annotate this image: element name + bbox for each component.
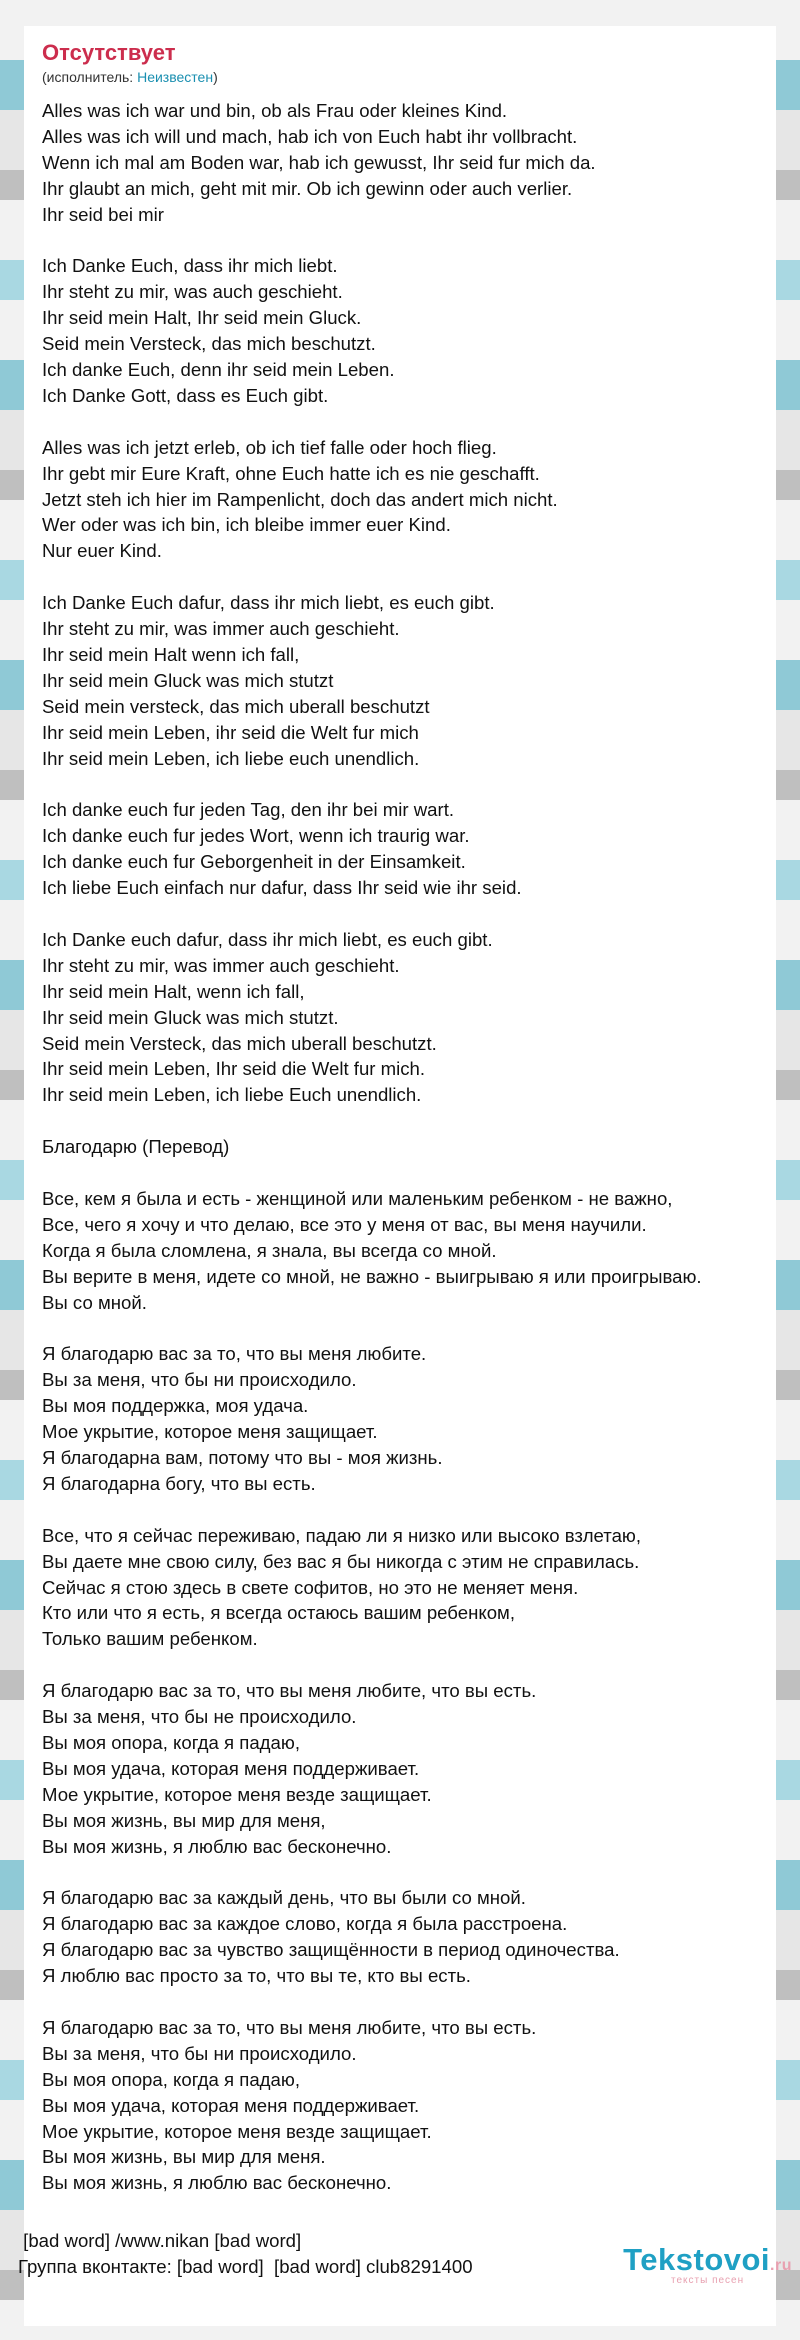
footer-line-1: [bad word] /www.nikan [bad word] [18,2230,302,2251]
lyrics-stanza [42,797,760,901]
lyrics-line: Ihr glaubt an mich, geht mit mir. Ob ich gewinn oder auch verlier. [42,177,573,199]
lyrics-line: Ihr seid mein Leben, ich liebe euch unendlich. [42,747,420,769]
lyrics-line: Wer oder was ich bin, ich bleibe immer euer Kind. [42,514,451,536]
lyrics-line: Мое укрытие, которое меня везде защищает. [42,1783,432,1805]
lyrics-line: Я благодарна вам, потому что вы - моя жизнь. [42,1447,443,1468]
lyrics-line: Кто или что я есть, я всегда остаюсь вашим ребенком, [42,1602,515,1624]
lyrics-page [24,26,776,2326]
artist-link[interactable]: Неизвестен [137,69,214,85]
lyrics-line: Ihr seid mein Halt wenn ich fall, [42,643,300,665]
lyrics-line: Ich danke euch fur jedes Wort, wenn ich traurig war. [42,825,470,847]
lyrics-line: Я люблю вас просто за то, что вы те, кто вы есть. [42,1965,471,1987]
lyrics-line: Ich Danke Euch dafur, dass ihr mich liebt, es euch gibt. [42,592,495,614]
lyrics-line: Ich danke euch fur Geborgenheit in der Einsamkeit. [42,851,466,873]
lyrics-line: Ihr seid mein Gluck was mich stutzt [42,669,334,691]
artist-suffix: ) [213,69,218,85]
lyrics-line: Вы моя удача, которая меня поддерживает. [42,2094,420,2116]
lyrics-line: Я благодарю вас за каждый день, что вы были со мной. [42,1887,526,1909]
lyrics-line: Вы моя жизнь, вы мир для меня, [42,1809,326,1831]
lyrics-line: Вы со мной. [42,1291,147,1313]
lyrics-line: Ihr seid mein Leben, ich liebe Euch unendlich. [42,1084,422,1106]
logo-wordmark [623,2242,792,2278]
lyrics-line: Ihr seid mein Leben, Ihr seid die Welt fur mich. [42,1058,426,1080]
lyrics-line: Я благодарю вас за то, что вы меня любите. [42,1343,427,1365]
lyrics-line: Alles was ich jetzt erleb, ob ich tief falle oder hoch flieg. [42,436,497,458]
lyrics-line: Вы даете мне свою силу, без вас я бы никогда с этим не справилась. [42,1550,640,1572]
lyrics-line: Seid mein versteck, das mich uberall beschutzt [42,695,430,717]
lyrics-line: Я благодарна богу, что вы есть. [42,1472,316,1494]
lyrics-line: Вы моя удача, которая меня поддерживает. [42,1757,420,1779]
lyrics-line: Ich Danke euch dafur, dass ihr mich liebt, es euch gibt. [42,928,493,950]
artist-prefix: (исполнитель: [42,69,138,85]
lyrics-line: Вы за меня, что бы ни происходило. [42,2042,357,2064]
lyrics-line: Мое укрытие, которое меня везде защищает. [42,2120,432,2142]
logo-name: Tekstovoi [623,2242,771,2277]
lyrics-line: Все, кем я была и есть - женщиной или маленьким ребенком - не важно, [42,1187,673,1209]
lyrics-line: Вы моя опора, когда я падаю, [42,1731,300,1753]
lyrics-stanza [42,253,760,408]
lyrics-line: Вы верите в меня, идете со мной, не важно - выигрываю я или проигрываю. [42,1265,702,1287]
site-logo[interactable] [623,2242,792,2286]
lyrics-line: Nur euer Kind. [42,540,162,562]
lyrics-stanza [42,1523,760,1653]
lyrics-line: Ihr gebt mir Eure Kraft, ohne Euch hatte ich es nie geschafft. [42,462,540,484]
lyrics-line: Я благодарю вас за чувство защищённости в период одиночества. [42,1939,620,1961]
footer-line-2: Группа вконтакте: [bad word] [bad word] club8291400 [18,2255,473,2277]
lyrics-line: Вы за меня, что бы не происходило. [42,1706,357,1728]
lyrics-line: Ihr seid mein Gluck was mich stutzt. [42,1006,339,1028]
lyrics-line: Ich danke euch fur jeden Tag, den ihr bei mir wart. [42,799,455,821]
lyrics-line: Все, что я сейчас переживаю, падаю ли я низко или высоко взлетаю, [42,1524,642,1546]
lyrics-line: Ihr steht zu mir, was immer auch geschieht. [42,954,400,976]
lyrics-line: Ihr steht zu mir, was auch geschieht. [42,281,343,303]
lyrics-line: Jetzt steh ich hier im Rampenlicht, doch das andert mich nicht. [42,488,558,510]
lyrics-line: Ich Danke Gott, dass es Euch gibt. [42,384,329,406]
lyrics-line: Я благодарю вас за каждое слово, когда я была расстроена. [42,1913,568,1935]
lyrics-line: Я благодарю вас за то, что вы меня любите, что вы есть. [42,1680,537,1702]
lyrics-line: Seid mein Versteck, das mich uberall beschutzt. [42,1032,437,1054]
lyrics-line: Когда я была сломлена, я знала, вы всегда со мной. [42,1239,497,1261]
lyrics-line: Вы за меня, что бы ни происходило. [42,1369,357,1391]
artist-line [42,68,760,86]
lyrics-line: Вы моя жизнь, я люблю вас бесконечно. [42,2172,392,2194]
lyrics-line: Alles was ich will und mach, hab ich von Euch habt ihr vollbracht. [42,125,578,147]
lyrics-line: Ihr seid mein Leben, ihr seid die Welt fur mich [42,721,419,743]
lyrics-line: Вы моя поддержка, моя удача. [42,1395,309,1417]
lyrics-line: Ich danke Euch, denn ihr seid mein Leben. [42,359,395,381]
lyrics-text [42,98,760,2196]
lyrics-line: Ihr seid bei mir [42,203,164,225]
lyrics-stanza [42,98,760,228]
lyrics-line: Ich liebe Euch einfach nur dafur, dass Ihr seid wie ihr seid. [42,877,522,899]
lyrics-line: Ihr steht zu mir, was immer auch geschieht. [42,618,400,640]
lyrics-stanza [42,590,760,771]
lyrics-line: Вы моя опора, когда я падаю, [42,2068,300,2090]
page-title: Отсутствует [42,40,176,65]
lyrics-stanza [42,927,760,1108]
lyrics-stanza [42,2015,760,2196]
lyrics-line: Я благодарю вас за то, что вы меня любите, что вы есть. [42,2016,537,2038]
lyrics-line: Wenn ich mal am Boden war, hab ich gewusst, Ihr seid fur mich da. [42,151,596,173]
lyrics-line: Благодарю (Перевод) [42,1136,230,1158]
footer [18,2228,473,2280]
lyrics-line: Seid mein Versteck, das mich beschutzt. [42,333,376,355]
lyrics-line: Ihr seid mein Halt, Ihr seid mein Gluck. [42,307,362,329]
lyrics-line: Только вашим ребенком. [42,1628,258,1650]
lyrics-stanza [42,1341,760,1496]
lyrics-line: Сейчас я стою здесь в свете софитов, но это не меняет меня. [42,1576,579,1598]
lyrics-line: Ich Danke Euch, dass ihr mich liebt. [42,255,338,277]
lyrics-stanza [42,1134,760,1160]
logo-tagline: тексты песен [671,2275,745,2286]
lyrics-line: Мое укрытие, которое меня защищает. [42,1421,378,1443]
lyrics-stanza [42,1186,760,1316]
lyrics-stanza [42,1885,760,1989]
lyrics-line: Ihr seid mein Halt, wenn ich fall, [42,980,305,1002]
lyrics-line: Alles was ich war und bin, ob als Frau oder kleines Kind. [42,100,508,121]
lyrics-line: Вы моя жизнь, я люблю вас бесконечно. [42,1835,392,1857]
lyrics-stanza [42,1678,760,1859]
lyrics-line: Вы моя жизнь, вы мир для меня. [42,2146,326,2168]
lyrics-stanza [42,435,760,565]
lyrics-line: Все, чего я хочу и что делаю, все это у меня от вас, вы меня научили. [42,1213,647,1235]
logo-tld: .ru [770,2257,792,2274]
